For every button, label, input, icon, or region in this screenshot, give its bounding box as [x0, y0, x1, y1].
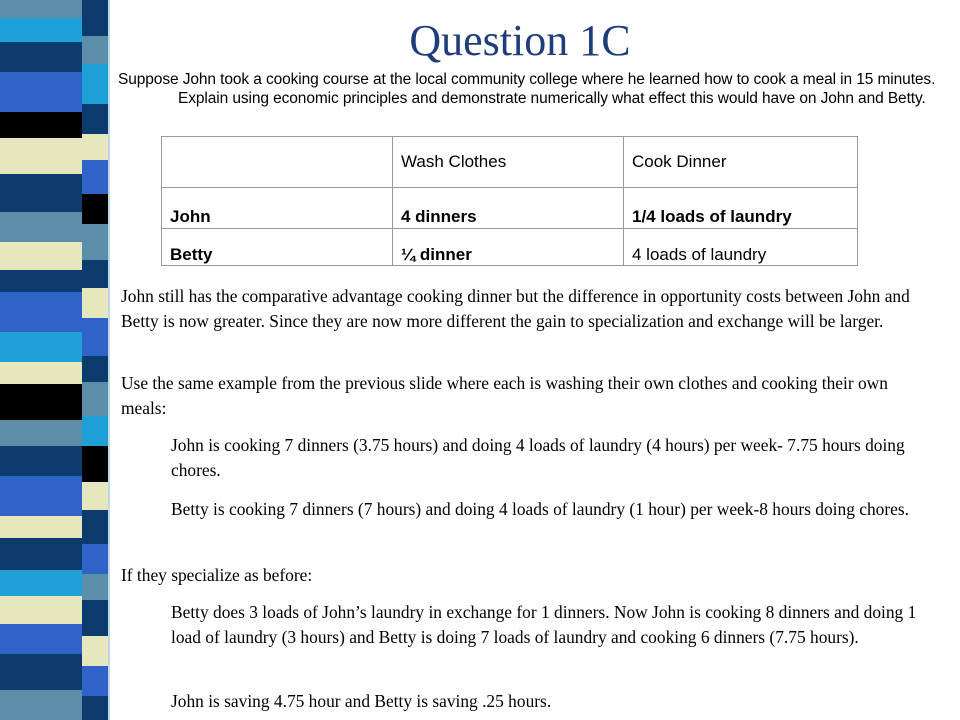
stripe-block — [82, 134, 110, 160]
stripe-block — [0, 570, 82, 596]
table-cell: John — [162, 188, 393, 229]
table-header-row — [162, 137, 858, 188]
stripe-block — [0, 112, 82, 138]
stripe-block — [82, 224, 110, 260]
opportunity-cost-table — [161, 136, 858, 266]
stripe-block — [0, 596, 82, 624]
stripe-block — [82, 104, 110, 134]
stripe-block — [82, 510, 110, 544]
paragraph-comparative-advantage: John still has the comparative advantage cooking dinner but the difference in opportunity costs between John and Betty is now greater. Since they are now more different the gain to specialization and exchange will be larger. — [121, 286, 910, 331]
table-row — [162, 188, 858, 229]
stripe-block — [82, 574, 110, 600]
decorative-stripe-bar — [0, 0, 110, 720]
table-row — [162, 229, 858, 266]
stripe-block — [82, 382, 110, 416]
stripe-block — [0, 624, 82, 654]
stripe-block — [0, 332, 82, 362]
stripe-block — [0, 384, 82, 420]
table-cell: 4 dinners — [393, 188, 624, 229]
stripe-block — [82, 160, 110, 194]
stripe-block — [82, 356, 110, 382]
stripe-block — [82, 600, 110, 636]
stripe-block — [0, 420, 82, 446]
stripe-edge-line — [108, 0, 110, 720]
question-text: Suppose John took a cooking course at the local community college where he learned how to cook a meal in 15 minutes. Explain using economic principles and demonstrate numerically what effect this would have on John and Betty. — [118, 71, 936, 107]
stripe-block — [82, 666, 110, 696]
stripe-block — [0, 654, 82, 690]
stripe-block — [0, 174, 82, 212]
stripe-block — [82, 482, 110, 510]
stripe-block — [0, 138, 82, 174]
stripe-block — [0, 212, 82, 242]
stripe-block — [82, 64, 110, 104]
stripe-block — [0, 446, 82, 476]
paragraph-betty-chores: Betty is cooking 7 dinners (7 hours) and doing 4 loads of laundry (1 hour) per week-8 hours doing chores. — [171, 499, 909, 519]
paragraph-john-chores: John is cooking 7 dinners (3.75 hours) and doing 4 loads of laundry (4 hours) per week- 7.75 hours doing chores. — [171, 435, 905, 480]
paragraph-if-specialize: If they specialize as before: — [121, 565, 313, 585]
stripe-block — [82, 288, 110, 318]
table-header-cell: Cook Dinner — [624, 137, 858, 188]
paragraph-exchange: Betty does 3 loads of John’s laundry in exchange for 1 dinners. Now John is cooking 8 dinners and doing 1 load of laundry (3 hours) and Betty is doing 7 loads of laundry and cooking 6 dinners (7.75 hours). — [171, 602, 917, 647]
stripe-block — [82, 636, 110, 666]
stripe-block — [82, 696, 110, 720]
stripe-block — [82, 194, 110, 224]
stripe-block — [0, 72, 82, 112]
stripe-block — [0, 516, 82, 538]
table-cell: 4 loads of laundry — [624, 229, 858, 266]
stripe-block — [0, 538, 82, 570]
paragraph-same-example: Use the same example from the previous slide where each is washing their own clothes and cooking their own meals: — [121, 373, 888, 418]
stripe-block — [82, 446, 110, 482]
table-header-cell — [162, 137, 393, 188]
slide-title: Question 1C — [409, 16, 631, 65]
table-cell: 1/4 loads of laundry — [624, 188, 858, 229]
stripe-block — [0, 476, 82, 516]
stripe-block — [82, 318, 110, 356]
table-cell: Betty — [162, 229, 393, 266]
table-header-cell: Wash Clothes — [393, 137, 624, 188]
stripe-block — [82, 260, 110, 288]
stripe-block — [82, 416, 110, 446]
stripe-block — [0, 690, 82, 720]
stripe-block — [0, 242, 82, 270]
paragraph-savings: John is saving 4.75 hour and Betty is saving .25 hours. — [171, 691, 552, 711]
table-cell: ¼ dinner — [393, 229, 624, 266]
stripe-block — [0, 292, 82, 332]
stripe-block — [0, 270, 82, 292]
stripe-block — [0, 362, 82, 384]
stripe-block — [82, 544, 110, 574]
